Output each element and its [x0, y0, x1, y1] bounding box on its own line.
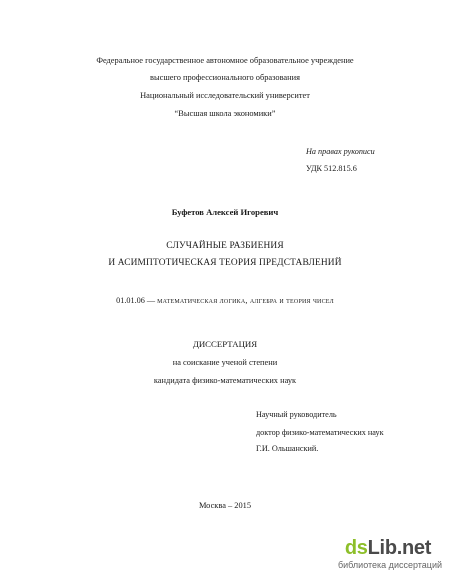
dslib-watermark[interactable] — [338, 536, 443, 576]
logo-ds: ds — [344, 537, 368, 559]
specialty — [0, 295, 450, 306]
title-line-2: И АСИМПТОТИЧЕСКАЯ ТЕОРИЯ ПРЕДСТАВЛЕНИЙ — [108, 258, 342, 268]
place-year: Москва – 2015 — [198, 501, 252, 510]
specialty-code: 01.01.06 — — [116, 296, 156, 305]
udk-code: УДК 512.815.6 — [306, 164, 357, 173]
institution-line-4: “Высшая школа экономики” — [174, 109, 276, 118]
supervisor-name: Г.И. Ольшанский. — [256, 444, 319, 453]
title-line-1: СЛУЧАЙНЫЕ РАЗБИЕНИЯ — [166, 241, 284, 251]
dslib-subtitle: библиотека диссертаций — [338, 560, 443, 570]
degree-name: кандидата физико-математических наук — [153, 376, 297, 385]
institution-line-1: Федеральное государственное автономное образовательное учреждение — [96, 56, 354, 65]
supervisor-credentials: доктор физико-математических наук — [256, 428, 384, 437]
degree-purpose: на соискание ученой степени — [172, 358, 278, 367]
manuscript-rights: На правах рукописи — [306, 147, 375, 156]
supervisor-role: Научный руководитель — [256, 410, 337, 419]
author-name: Буфетов Алексей Игоревич — [171, 207, 279, 217]
specialty-name: математическая логика, алгебра и теория чисел — [157, 296, 334, 305]
institution-line-2: высшего профессионального образования — [150, 73, 300, 82]
logo-lib: Lib — [367, 537, 397, 559]
logo-net: .net — [396, 537, 432, 559]
degree-type: ДИССЕРТАЦИЯ — [192, 339, 258, 349]
dslib-logo — [338, 536, 438, 560]
institution-line-3: Национальный исследовательский университет — [140, 91, 310, 100]
